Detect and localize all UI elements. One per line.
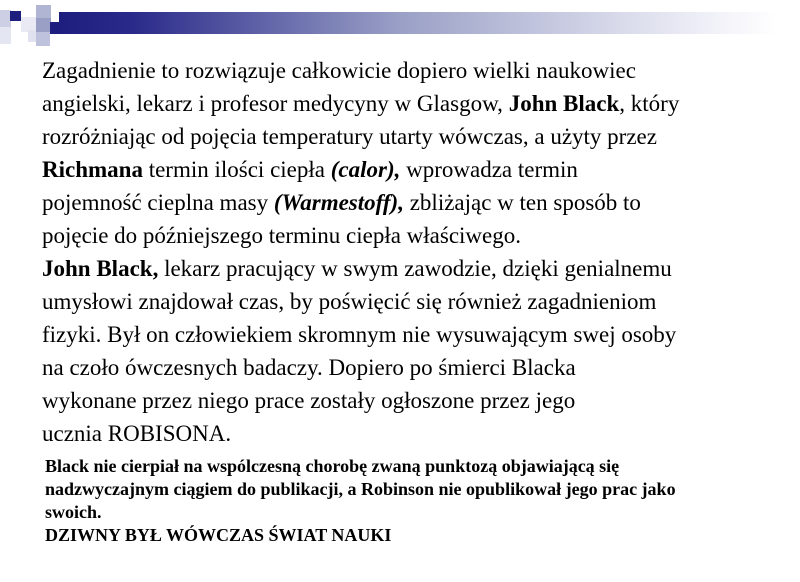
text-line [42,120,782,153]
decor-square [0,27,11,44]
plain-text: swoich. [45,502,102,522]
decor-square [36,32,50,46]
plain-text: na czoło ówczesnych badaczy. Dopiero po śmierci Blacka [42,355,576,380]
plain-text: wykonane przez niego prace zostały ogłoszone przez jego [42,388,576,413]
plain-text: DZIWNY BYŁ WÓWCZAS ŚWIAT NAUKI [45,525,392,545]
text-line [42,384,782,417]
plain-text: zbliżając w ten sposób to [403,190,641,215]
text-line [42,417,782,450]
emphasized-text: Richmana [42,157,143,182]
plain-text: rozróżniając od pojęcia temperatury utarty wówczas, a użyty przez [42,124,657,149]
decor-square [50,22,60,34]
body-text-block [42,54,782,450]
plain-text: angielski, lekarz i profesor medycyny w Glasgow, [42,91,509,116]
text-line [45,478,790,501]
emphasized-text: (calor), [330,157,401,182]
plain-text: Zagadnienie to rozwiązuje całkowicie dopiero wielki naukowiec [42,58,636,83]
plain-text: termin ilości ciepła [142,157,331,182]
plain-text: nadzwyczajnym ciągiem do publikacji, a Robinson nie opublikował jego prac jako [45,479,676,499]
text-line [45,501,790,524]
text-line [42,285,782,318]
text-line [42,54,782,87]
emphasized-text: (Warmestoff), [273,190,404,215]
text-line [42,186,782,219]
text-line [45,524,790,547]
emphasized-text: John Black [508,91,620,116]
decor-square [28,30,36,42]
plain-text: pojęcie do późniejszego terminu ciepła właściwego. [42,223,521,248]
decor-square [10,11,21,21]
text-line [42,252,782,285]
header-gradient-bar [59,12,800,34]
text-line [42,351,782,384]
text-line [42,153,782,186]
emphasized-text: John Black, [42,256,159,281]
plain-text: ucznia ROBISONA. [42,421,232,446]
text-line [42,87,782,120]
plain-text: umysłowi znajdował czas, by poświęcić się również zagadnieniom [42,289,657,314]
footnote-block [45,455,790,547]
plain-text: wprowadza termin [400,157,578,182]
header-decoration [0,0,800,50]
text-line [45,455,790,478]
plain-text: pojemność cieplna masy [42,190,274,215]
plain-text: fizyki. Był on człowiekiem skromnym nie wysuwającym swej osoby [42,322,677,347]
decor-square [36,18,51,32]
decor-square [36,5,51,18]
plain-text: Black nie cierpiał na wspólczesną chorobę zwaną punktozą objawiającą się [45,456,620,476]
plain-text: , który [619,91,680,116]
text-line [42,318,782,351]
plain-text: lekarz pracujący w swym zawodzie, dzięki genialnemu [158,256,672,281]
text-line [42,219,782,252]
